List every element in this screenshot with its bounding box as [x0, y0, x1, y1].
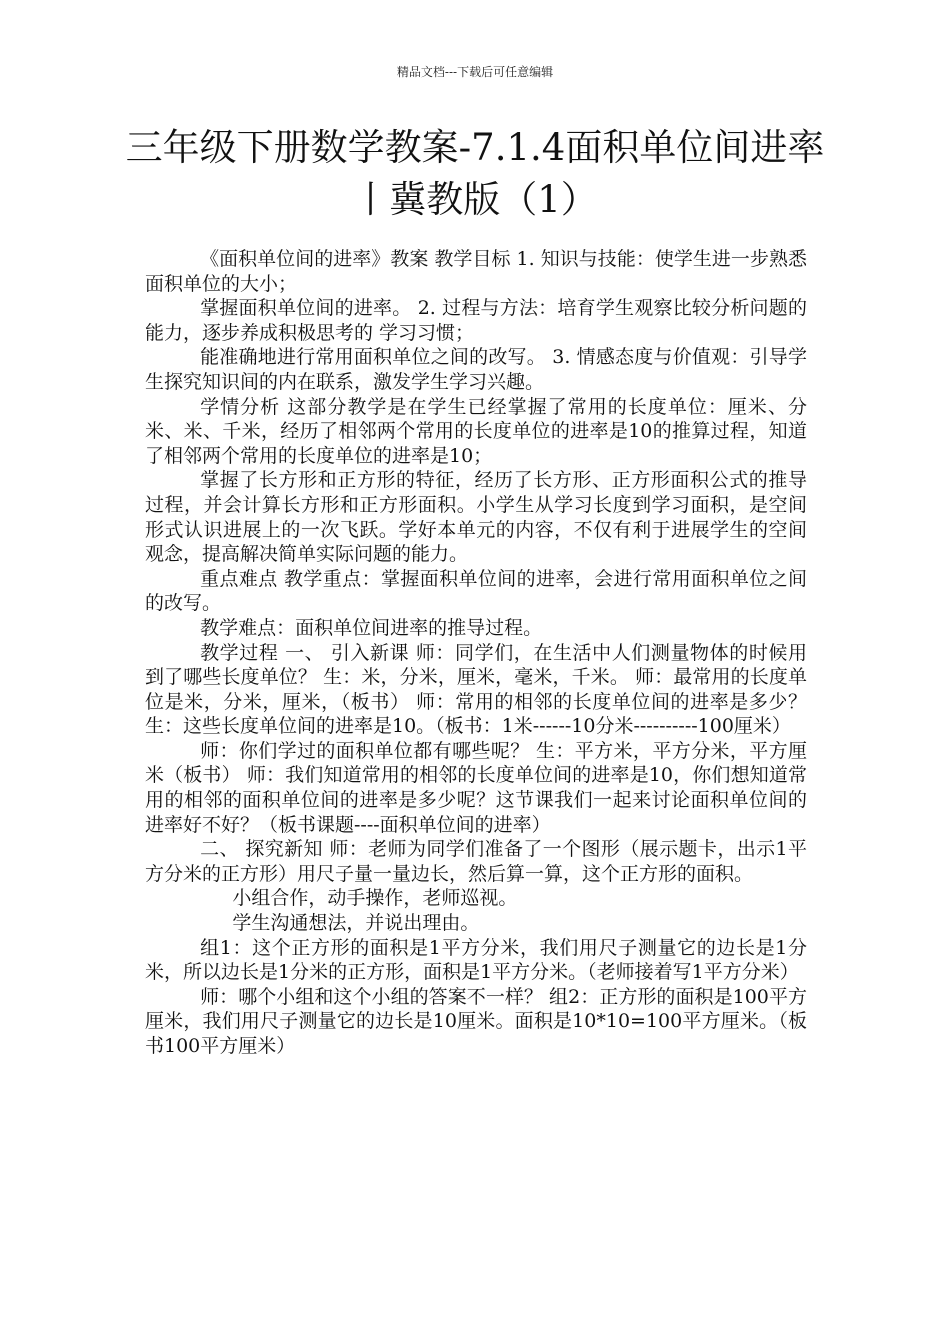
header-note: 精品文档---下载后可任意编辑	[396, 65, 554, 79]
paragraph-key-points: 重点难点 教学重点：掌握面积单位间的进率，会进行常用面积单位之间的改写。	[145, 567, 807, 615]
paragraph-area-units-question: 师：你们学过的面积单位都有哪些呢？ 生：平方米，平方分米，平方厘米（板书） 师：我们知道常用的相邻的长度单位间的进率是10，你们想知道常用的相邻的面积单位间的进率是多少呢？这节课我们一起来讨论面积单位间的进率好不好？（板书课题----面积单位间的进率）	[145, 739, 807, 836]
paragraph-group-2: 师：哪个小组和这个小组的答案不一样？ 组2：正方形的面积是100平方厘米，我们用尺子测量它的边长是10厘米。面积是10*10=100平方厘米。（板书100平方厘米）	[145, 985, 807, 1057]
paragraph-group-work: 小组合作，动手操作，老师巡视。	[232, 887, 518, 910]
paragraph-objectives: 《面积单位间的进率》教案 教学目标 1. 知识与技能：使学生进一步熟悉面积单位的大小；	[145, 248, 807, 295]
paragraph-share-ideas: 学生沟通想法，并说出理由。	[232, 912, 480, 935]
paragraph-group-1: 组1：这个正方形的面积是1平方分米，我们用尺子测量它的边长是1分米，所以边长是1分米的正方形，面积是1平方分米。（老师接着写1平方分米）	[145, 936, 807, 984]
paragraph-student-analysis-cont: 掌握了长方形和正方形的特征，经历了长方形、正方形面积公式的推导过程，并会计算长方形和正方形面积。小学生从学习长度到学习面积，是空间形式认识进展上的一次飞跃。学好本单元的内容，不仅有利于进展学生的空间观念，提高解决简单实际问题的能力。	[145, 469, 807, 566]
paragraph-difficulty: 教学难点：面积单位间进率的推导过程。	[200, 616, 543, 639]
paragraph-process-method: 掌握面积单位间的进率。 2. 过程与方法：培育学生观察比较分析问题的能力，逐步养成积极思考的 学习习惯；	[145, 297, 807, 344]
paragraph-explore: 二、 探究新知 师：老师为同学们准备了一个图形（展示题卡，出示1平方分米的正方形）用尺子量一量边长，然后算一算，这个正方形的面积。	[145, 838, 807, 885]
document-title: 三年级下册数学教案-7.1.4面积单位间进率丨冀教版（1）	[125, 126, 825, 221]
paragraph-attitude: 能准确地进行常用面积单位之间的改写。 3. 情感态度与价值观：引导学生探究知识间的内在联系，激发学生学习兴趣。	[145, 346, 807, 393]
document-body	[145, 247, 807, 1059]
paragraph-student-analysis: 学情分析 这部分教学是在学生已经掌握了常用的长度单位：厘米、分米、米、千米，经历了相邻两个常用的长度单位的进率是10的推算过程，知道了相邻两个常用的长度单位的进率是10；	[145, 395, 807, 467]
paragraph-teaching-process: 教学过程 一、 引入新课 师：同学们，在生活中人们测量物体的时候用到了哪些长度单位？ 生：米，分米，厘米，毫米，千米。 师：最常用的长度单位是米，分米，厘米，（板书） 师：常用的相邻的长度单位间的进率是多少？ 生：这些长度单位间的进率是10。（板书：1米------10分米----------100厘米）	[145, 641, 807, 738]
